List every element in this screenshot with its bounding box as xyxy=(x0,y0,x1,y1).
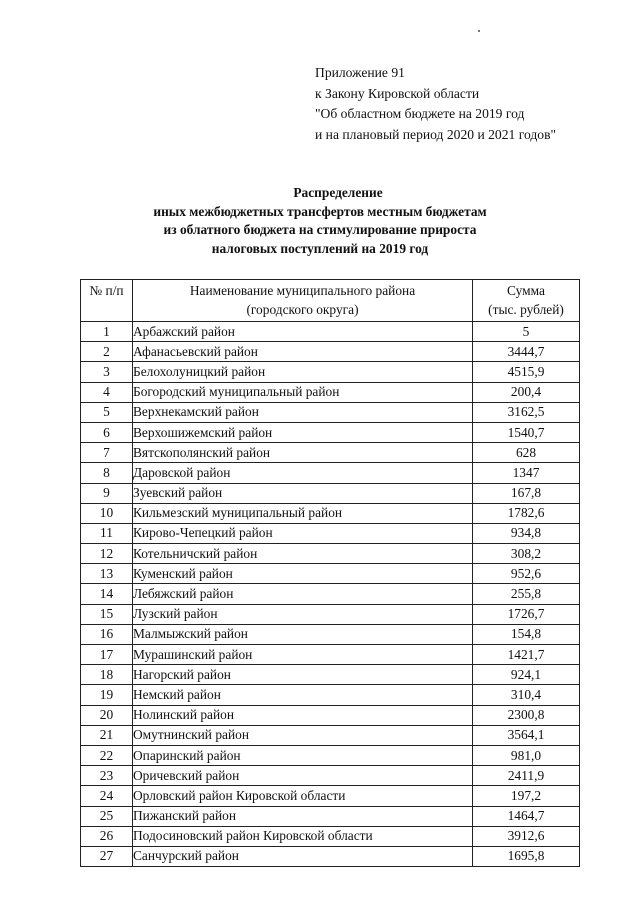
header-number: № п/п xyxy=(81,280,133,322)
table-row xyxy=(81,322,580,342)
amount-value: 310,4 xyxy=(473,685,580,705)
row-number: 4 xyxy=(81,382,133,402)
row-number: 1 xyxy=(81,322,133,342)
district-name: Афанасьевский район xyxy=(133,342,473,362)
table-row xyxy=(81,604,580,624)
row-number: 6 xyxy=(81,422,133,442)
table-row xyxy=(81,422,580,442)
district-name: Малмыжский район xyxy=(133,624,473,644)
row-number: 8 xyxy=(81,463,133,483)
document-title xyxy=(0,184,640,258)
row-number: 24 xyxy=(81,786,133,806)
table-row xyxy=(81,786,580,806)
district-name: Зуевский район xyxy=(133,483,473,503)
amount-value: 1421,7 xyxy=(473,645,580,665)
appendix-note xyxy=(315,63,556,145)
district-name: Оричевский район xyxy=(133,766,473,786)
row-number: 19 xyxy=(81,685,133,705)
district-name: Арбажский район xyxy=(133,322,473,342)
district-name: Опаринский район xyxy=(133,745,473,765)
amount-value: 197,2 xyxy=(473,786,580,806)
row-number: 2 xyxy=(81,342,133,362)
table-row xyxy=(81,523,580,543)
district-name: Богородский муниципальный район xyxy=(133,382,473,402)
district-name: Кильмезский муниципальный район xyxy=(133,503,473,523)
amount-value: 3564,1 xyxy=(473,725,580,745)
row-number: 21 xyxy=(81,725,133,745)
district-name: Вятскополянский район xyxy=(133,443,473,463)
table-row xyxy=(81,483,580,503)
amount-value: 5 xyxy=(473,322,580,342)
district-name: Лузский район xyxy=(133,604,473,624)
amount-value: 1695,8 xyxy=(473,846,580,866)
amount-value: 2411,9 xyxy=(473,766,580,786)
amount-value: 1540,7 xyxy=(473,422,580,442)
header-name-line: Наименование муниципального района xyxy=(189,283,416,298)
title-line: иных межбюджетных трансфертов местным бюджетам xyxy=(153,203,487,219)
appendix-line: Приложение 91 xyxy=(315,65,405,80)
row-number: 10 xyxy=(81,503,133,523)
table-row xyxy=(81,705,580,725)
table-row xyxy=(81,463,580,483)
district-name: Санчурский район xyxy=(133,846,473,866)
appendix-line: и на плановый период 2020 и 2021 годов" xyxy=(315,126,557,142)
table-row xyxy=(81,564,580,584)
district-name: Куменский район xyxy=(133,564,473,584)
amount-value: 200,4 xyxy=(473,382,580,402)
scan-speck xyxy=(478,30,480,32)
amount-value: 255,8 xyxy=(473,584,580,604)
district-name: Верхошижемский район xyxy=(133,422,473,442)
amount-value: 1726,7 xyxy=(473,604,580,624)
table-row xyxy=(81,665,580,685)
table-row xyxy=(81,685,580,705)
table-row xyxy=(81,766,580,786)
district-name: Орловский район Кировской области xyxy=(133,786,473,806)
appendix-line: "Об областном бюджете на 2019 год xyxy=(315,106,525,121)
row-number: 11 xyxy=(81,523,133,543)
header-name xyxy=(133,280,473,322)
district-name: Нолинский район xyxy=(133,705,473,725)
table-row xyxy=(81,382,580,402)
amount-value: 154,8 xyxy=(473,624,580,644)
row-number: 7 xyxy=(81,443,133,463)
row-number: 13 xyxy=(81,564,133,584)
table-row xyxy=(81,846,580,866)
district-name: Омутнинский район xyxy=(133,725,473,745)
district-name: Пижанский район xyxy=(133,806,473,826)
table-row xyxy=(81,443,580,463)
district-name: Подосиновский район Кировской области xyxy=(133,826,473,846)
row-number: 20 xyxy=(81,705,133,725)
title-line: налоговых поступлений на 2019 год xyxy=(211,240,429,256)
table-row xyxy=(81,826,580,846)
amount-value: 981,0 xyxy=(473,745,580,765)
row-number: 14 xyxy=(81,584,133,604)
amount-value: 1464,7 xyxy=(473,806,580,826)
row-number: 16 xyxy=(81,624,133,644)
district-name: Белохолуницкий район xyxy=(133,362,473,382)
table-row xyxy=(81,503,580,523)
row-number: 9 xyxy=(81,483,133,503)
row-number: 12 xyxy=(81,544,133,564)
table-row xyxy=(81,362,580,382)
title-line: из облатного бюджета на стимулирование прироста xyxy=(163,222,477,238)
district-name: Котельничский район xyxy=(133,544,473,564)
table-row xyxy=(81,645,580,665)
district-name: Лебяжский район xyxy=(133,584,473,604)
row-number: 27 xyxy=(81,846,133,866)
amount-value: 1782,6 xyxy=(473,503,580,523)
district-name: Нагорский район xyxy=(133,665,473,685)
row-number: 18 xyxy=(81,665,133,685)
district-name: Мурашинский район xyxy=(133,645,473,665)
amount-value: 934,8 xyxy=(473,523,580,543)
table-row xyxy=(81,544,580,564)
amount-value: 628 xyxy=(473,443,580,463)
amount-value: 3444,7 xyxy=(473,342,580,362)
row-number: 17 xyxy=(81,645,133,665)
row-number: 26 xyxy=(81,826,133,846)
amount-value: 1347 xyxy=(473,463,580,483)
district-name: Верхнекамский район xyxy=(133,402,473,422)
table-body xyxy=(81,322,580,867)
table-row xyxy=(81,342,580,362)
table-row xyxy=(81,806,580,826)
transfers-table xyxy=(80,279,580,867)
row-number: 25 xyxy=(81,806,133,826)
table-row xyxy=(81,725,580,745)
header-sum-line: Сумма xyxy=(507,283,545,298)
amount-value: 924,1 xyxy=(473,665,580,685)
appendix-line: к Закону Кировской области xyxy=(315,85,480,101)
row-number: 3 xyxy=(81,362,133,382)
amount-value: 2300,8 xyxy=(473,705,580,725)
amount-value: 3912,6 xyxy=(473,826,580,846)
row-number: 5 xyxy=(81,402,133,422)
amount-value: 4515,9 xyxy=(473,362,580,382)
district-name: Немский район xyxy=(133,685,473,705)
table-row xyxy=(81,584,580,604)
amount-value: 3162,5 xyxy=(473,402,580,422)
district-name: Даровской район xyxy=(133,463,473,483)
row-number: 15 xyxy=(81,604,133,624)
amount-value: 952,6 xyxy=(473,564,580,584)
header-sum xyxy=(473,280,580,322)
row-number: 22 xyxy=(81,745,133,765)
row-number: 23 xyxy=(81,766,133,786)
header-name-line: (городского округа) xyxy=(246,302,359,317)
table-row xyxy=(81,624,580,644)
header-sum-line: (тыс. рублей) xyxy=(488,302,564,317)
amount-value: 308,2 xyxy=(473,544,580,564)
table-row xyxy=(81,745,580,765)
amount-value: 167,8 xyxy=(473,483,580,503)
table-header-row xyxy=(81,280,580,322)
table-row xyxy=(81,402,580,422)
title-line: Распределение xyxy=(293,185,383,200)
district-name: Кирово-Чепецкий район xyxy=(133,523,473,543)
